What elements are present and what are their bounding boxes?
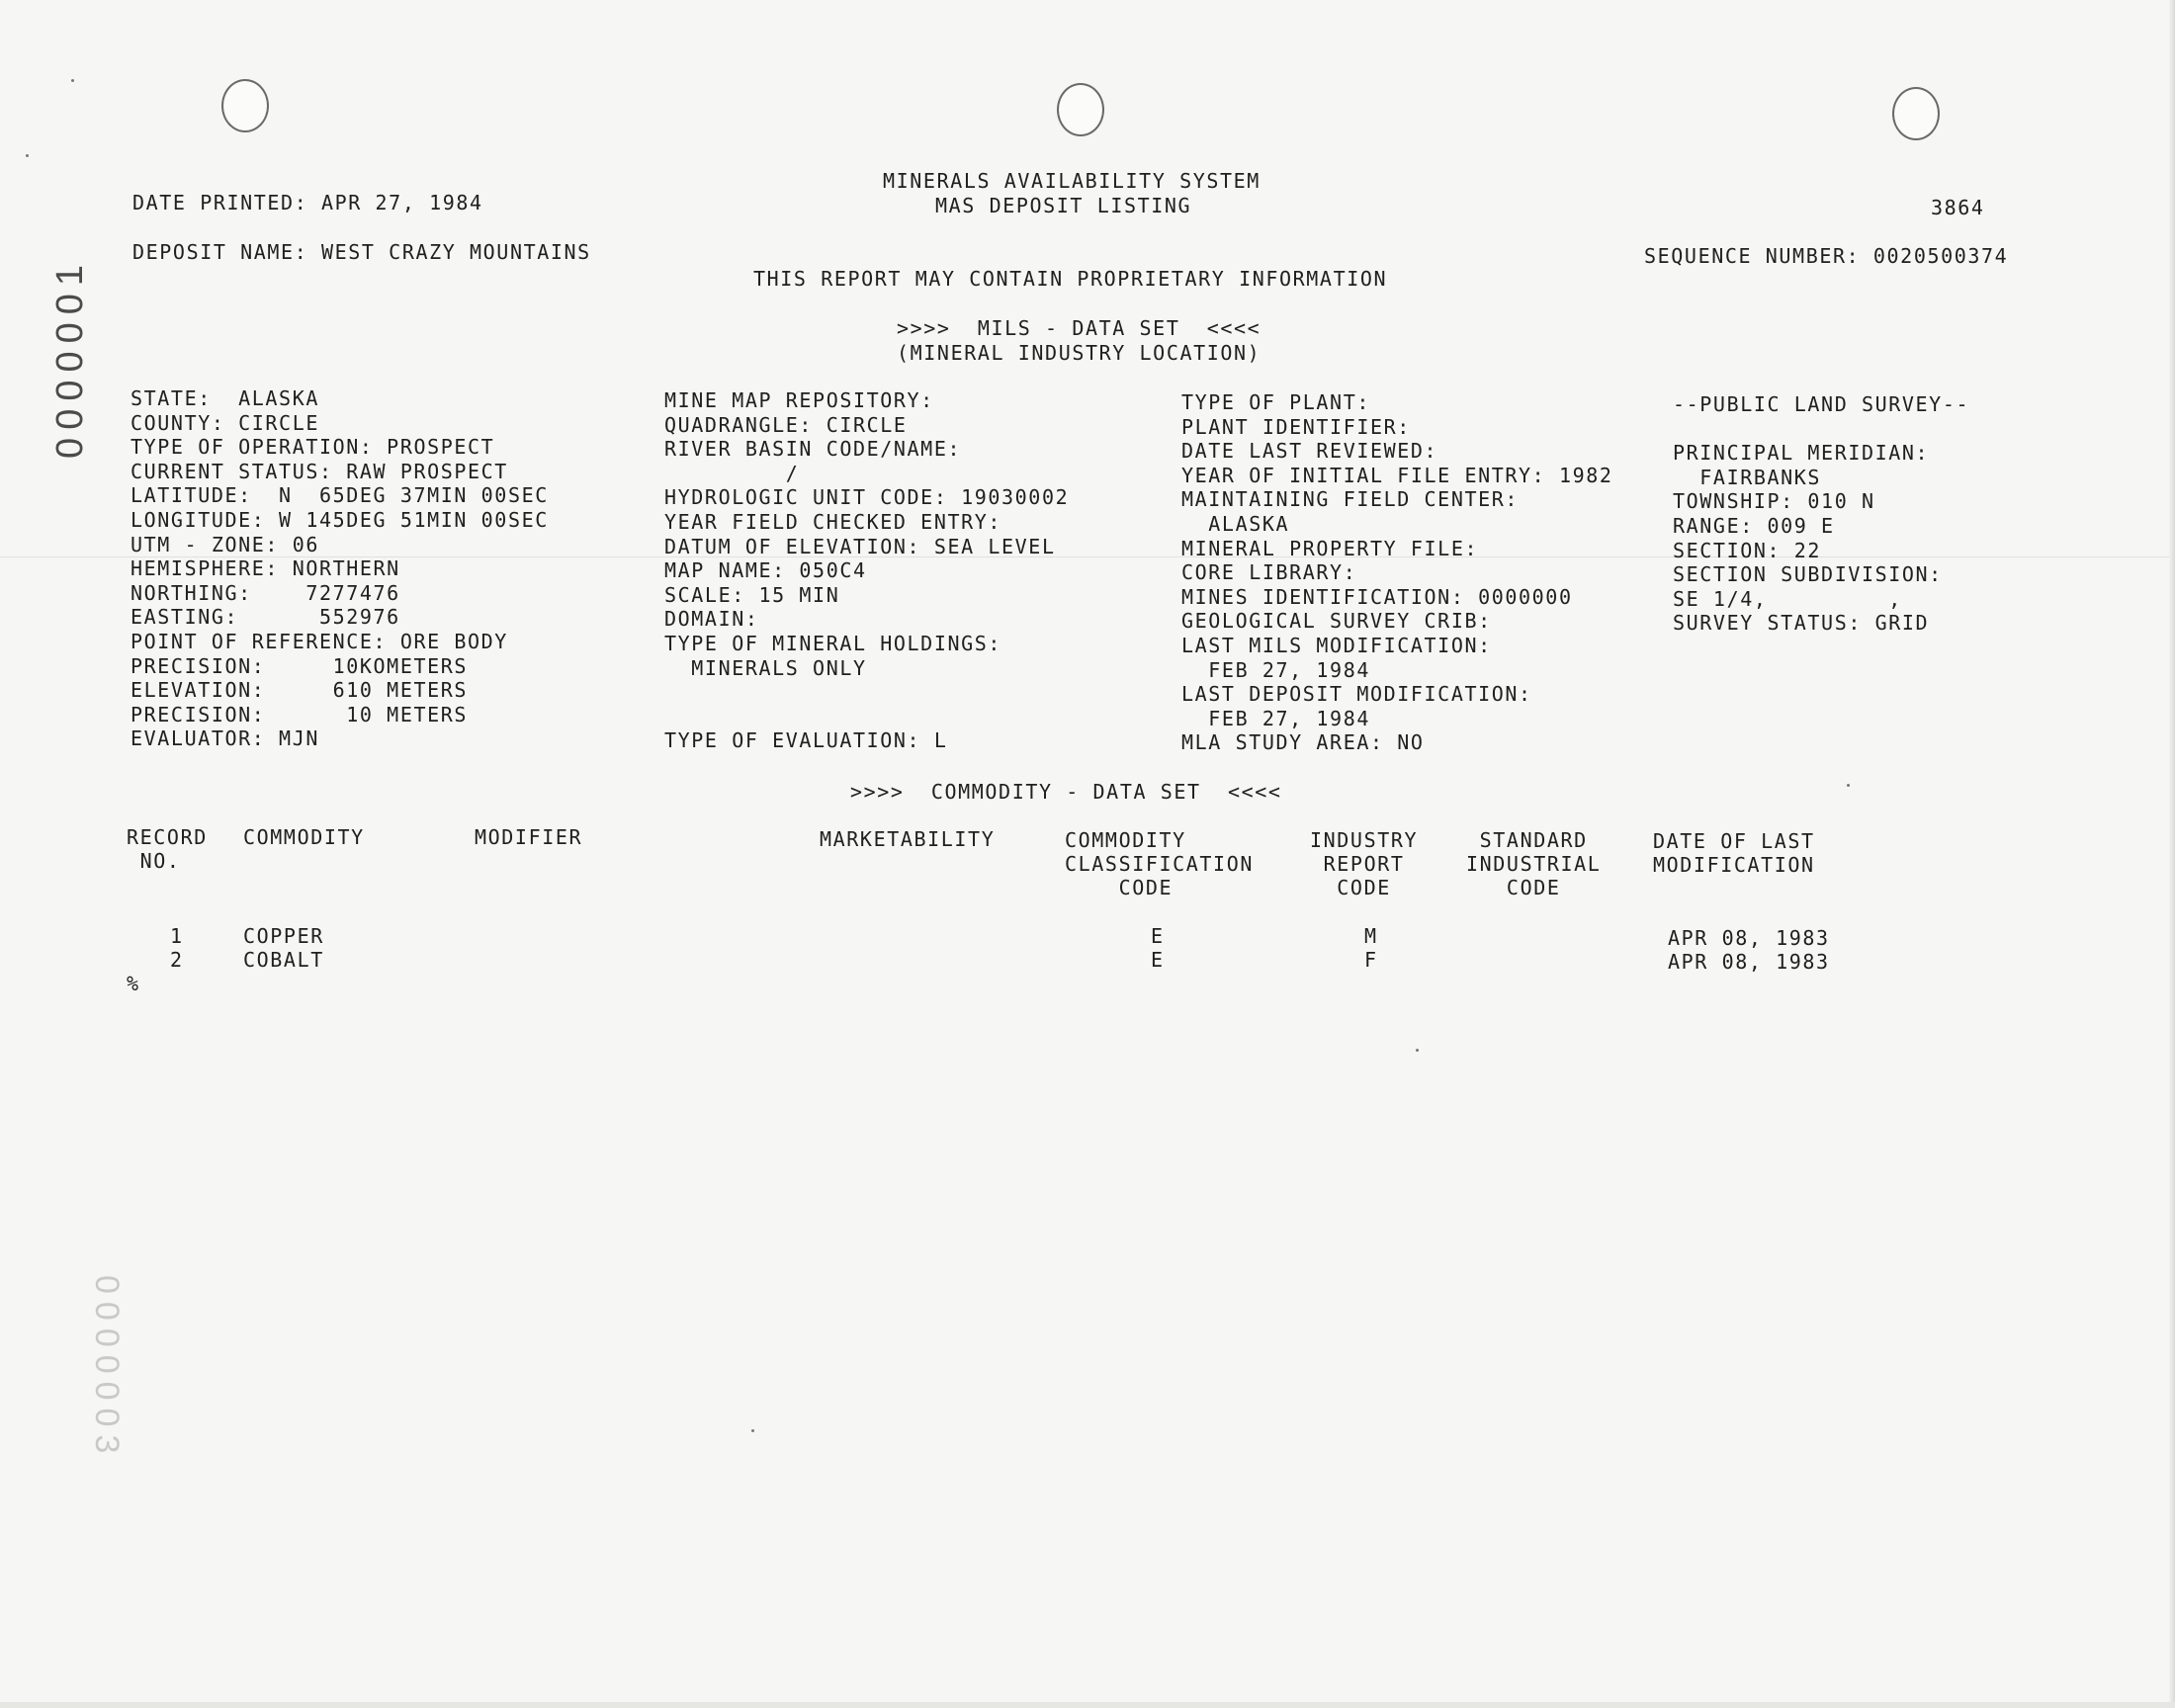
header-date-last-modification: DATE OF LAST MODIFICATION bbox=[1653, 829, 1815, 877]
cell-industry-report-code: F bbox=[1364, 948, 1378, 972]
location-field-line: CORE LIBRARY: bbox=[1181, 560, 1357, 585]
header-commodity: COMMODITY bbox=[243, 825, 365, 849]
location-field-line: PLANT IDENTIFIER: bbox=[1181, 414, 1411, 439]
location-field-line: --PUBLIC LAND SURVEY-- bbox=[1673, 392, 1970, 416]
location-field-line: HYDROLOGIC UNIT CODE: 19030002 bbox=[664, 485, 1070, 510]
location-field-line: MINES IDENTIFICATION: 0000000 bbox=[1181, 584, 1573, 609]
film-frame-code-faint: 0000003 bbox=[88, 1275, 126, 1462]
mils-subheading: (MINERAL INDUSTRY LOCATION) bbox=[897, 341, 1262, 365]
header-industry-report-code: INDUSTRY REPORT CODE bbox=[1310, 828, 1419, 899]
location-field-line: ELEVATION: 610 METERS bbox=[130, 678, 469, 703]
location-field-line: MAINTAINING FIELD CENTER: bbox=[1181, 487, 1520, 512]
commodity-heading: >>>> COMMODITY - DATA SET <<<< bbox=[850, 780, 1282, 804]
cell-industry-report-code: M bbox=[1364, 924, 1378, 948]
location-field-line: DOMAIN: bbox=[664, 607, 759, 632]
cell-classification-code: E bbox=[1151, 948, 1165, 972]
location-field-line: SE 1/4, , bbox=[1673, 586, 1902, 611]
location-field-line: FEB 27, 1984 bbox=[1181, 657, 1370, 682]
page-number: 3864 bbox=[1931, 196, 1985, 219]
location-field-line: YEAR FIELD CHECKED ENTRY: bbox=[664, 510, 1002, 534]
location-field-line: LATITUDE: N 65DEG 37MIN 00SEC bbox=[130, 483, 549, 508]
paper-edge bbox=[2169, 0, 2175, 1708]
location-field-line: ALASKA bbox=[1181, 512, 1290, 536]
location-field-line: FAIRBANKS bbox=[1673, 465, 1822, 489]
location-field-line: SECTION SUBDIVISION: bbox=[1673, 562, 1943, 587]
paper-speck bbox=[751, 1429, 754, 1432]
location-field-line: POINT OF REFERENCE: ORE BODY bbox=[130, 630, 508, 653]
location-field-line: RANGE: 009 E bbox=[1673, 514, 1835, 538]
location-field-line: COUNTY: CIRCLE bbox=[130, 410, 319, 435]
paper-bottom-edge bbox=[0, 1702, 2175, 1708]
header-marketability: MARKETABILITY bbox=[820, 827, 996, 851]
location-field-line: TYPE OF PLANT: bbox=[1181, 390, 1370, 414]
location-field-line: LAST MILS MODIFICATION: bbox=[1181, 634, 1492, 657]
header-standard-industrial-code: STANDARD INDUSTRIAL CODE bbox=[1466, 828, 1602, 899]
punch-hole-center bbox=[1057, 83, 1104, 136]
listing-title: MAS DEPOSIT LISTING bbox=[935, 194, 1192, 217]
location-field-line: DATE LAST REVIEWED: bbox=[1181, 439, 1438, 464]
location-field-line: TYPE OF MINERAL HOLDINGS: bbox=[664, 632, 1002, 655]
location-field-line: MINERALS ONLY bbox=[664, 655, 867, 680]
location-field-line: YEAR OF INITIAL FILE ENTRY: 1982 bbox=[1181, 463, 1613, 487]
location-field-line: MINE MAP REPOSITORY: bbox=[664, 388, 934, 412]
date-printed: DATE PRINTED: APR 27, 1984 bbox=[132, 191, 483, 214]
location-field-line: MAP NAME: 050C4 bbox=[664, 558, 867, 583]
mils-heading: >>>> MILS - DATA SET <<<< bbox=[897, 316, 1262, 340]
location-field-line: EASTING: 552976 bbox=[130, 605, 400, 630]
location-field-line: PRINCIPAL MERIDIAN: bbox=[1673, 441, 1930, 466]
deposit-name: DEPOSIT NAME: WEST CRAZY MOUNTAINS bbox=[132, 240, 591, 264]
sequence-number: SEQUENCE NUMBER: 0020500374 bbox=[1644, 244, 2009, 268]
location-field-line: SURVEY STATUS: GRID bbox=[1673, 611, 1930, 636]
location-field-line: TYPE OF EVALUATION: L bbox=[664, 728, 948, 753]
location-field-line: DATUM OF ELEVATION: SEA LEVEL bbox=[664, 534, 1056, 558]
location-field-line: UTM - ZONE: 06 bbox=[130, 532, 319, 556]
paper-speck bbox=[1416, 1049, 1419, 1052]
location-field-line: PRECISION: 10 METERS bbox=[130, 702, 469, 726]
end-of-listing-mark: % bbox=[127, 972, 140, 995]
header-record-no: RECORD NO. bbox=[127, 825, 208, 873]
cell-record-no: 2 bbox=[170, 948, 184, 972]
location-field-line: PRECISION: 10KOMETERS bbox=[130, 653, 469, 678]
location-field-line: GEOLOGICAL SURVEY CRIB: bbox=[1181, 609, 1492, 634]
location-field-line: LONGITUDE: W 145DEG 51MIN 00SEC bbox=[130, 508, 549, 532]
cell-date-last-modification: APR 08, 1983 bbox=[1668, 950, 1830, 974]
punch-hole-left bbox=[221, 79, 269, 132]
paper-speck bbox=[71, 79, 74, 82]
header-modifier: MODIFIER bbox=[475, 825, 583, 849]
system-title: MINERALS AVAILABILITY SYSTEM bbox=[883, 169, 1261, 193]
cell-commodity: COPPER bbox=[243, 924, 324, 948]
location-field-line: TYPE OF OPERATION: PROSPECT bbox=[130, 435, 495, 460]
location-field-line: TOWNSHIP: 010 N bbox=[1673, 489, 1875, 514]
location-field-line: EVALUATOR: MJN bbox=[130, 726, 319, 751]
location-field-line: SECTION: 22 bbox=[1673, 538, 1822, 562]
location-field-line: FEB 27, 1984 bbox=[1181, 706, 1370, 730]
punch-hole-right bbox=[1892, 87, 1940, 140]
location-field-line: LAST DEPOSIT MODIFICATION: bbox=[1181, 682, 1532, 707]
location-field-line: / bbox=[664, 461, 800, 485]
location-field-line: HEMISPHERE: NORTHERN bbox=[130, 556, 400, 581]
paper-speck bbox=[26, 154, 29, 157]
location-field-line: QUADRANGLE: CIRCLE bbox=[664, 412, 908, 437]
cell-date-last-modification: APR 08, 1983 bbox=[1668, 926, 1830, 950]
film-frame-code: 0000001 bbox=[49, 257, 91, 459]
location-field-line: CURRENT STATUS: RAW PROSPECT bbox=[130, 459, 508, 483]
location-field-line: SCALE: 15 MIN bbox=[664, 582, 840, 607]
location-field-line: MLA STUDY AREA: NO bbox=[1181, 730, 1425, 755]
proprietary-notice: THIS REPORT MAY CONTAIN PROPRIETARY INFORMATION bbox=[753, 267, 1388, 291]
location-field-line: NORTHING: 7277476 bbox=[130, 580, 400, 605]
location-field-line: STATE: ALASKA bbox=[130, 386, 319, 410]
cell-record-no: 1 bbox=[170, 924, 184, 948]
header-classification-code: COMMODITY CLASSIFICATION CODE bbox=[1065, 828, 1254, 899]
cell-classification-code: E bbox=[1151, 924, 1165, 948]
paper-speck bbox=[1847, 784, 1850, 787]
location-field-line: RIVER BASIN CODE/NAME: bbox=[664, 437, 962, 462]
location-field-line: MINERAL PROPERTY FILE: bbox=[1181, 536, 1479, 560]
cell-commodity: COBALT bbox=[243, 948, 324, 972]
